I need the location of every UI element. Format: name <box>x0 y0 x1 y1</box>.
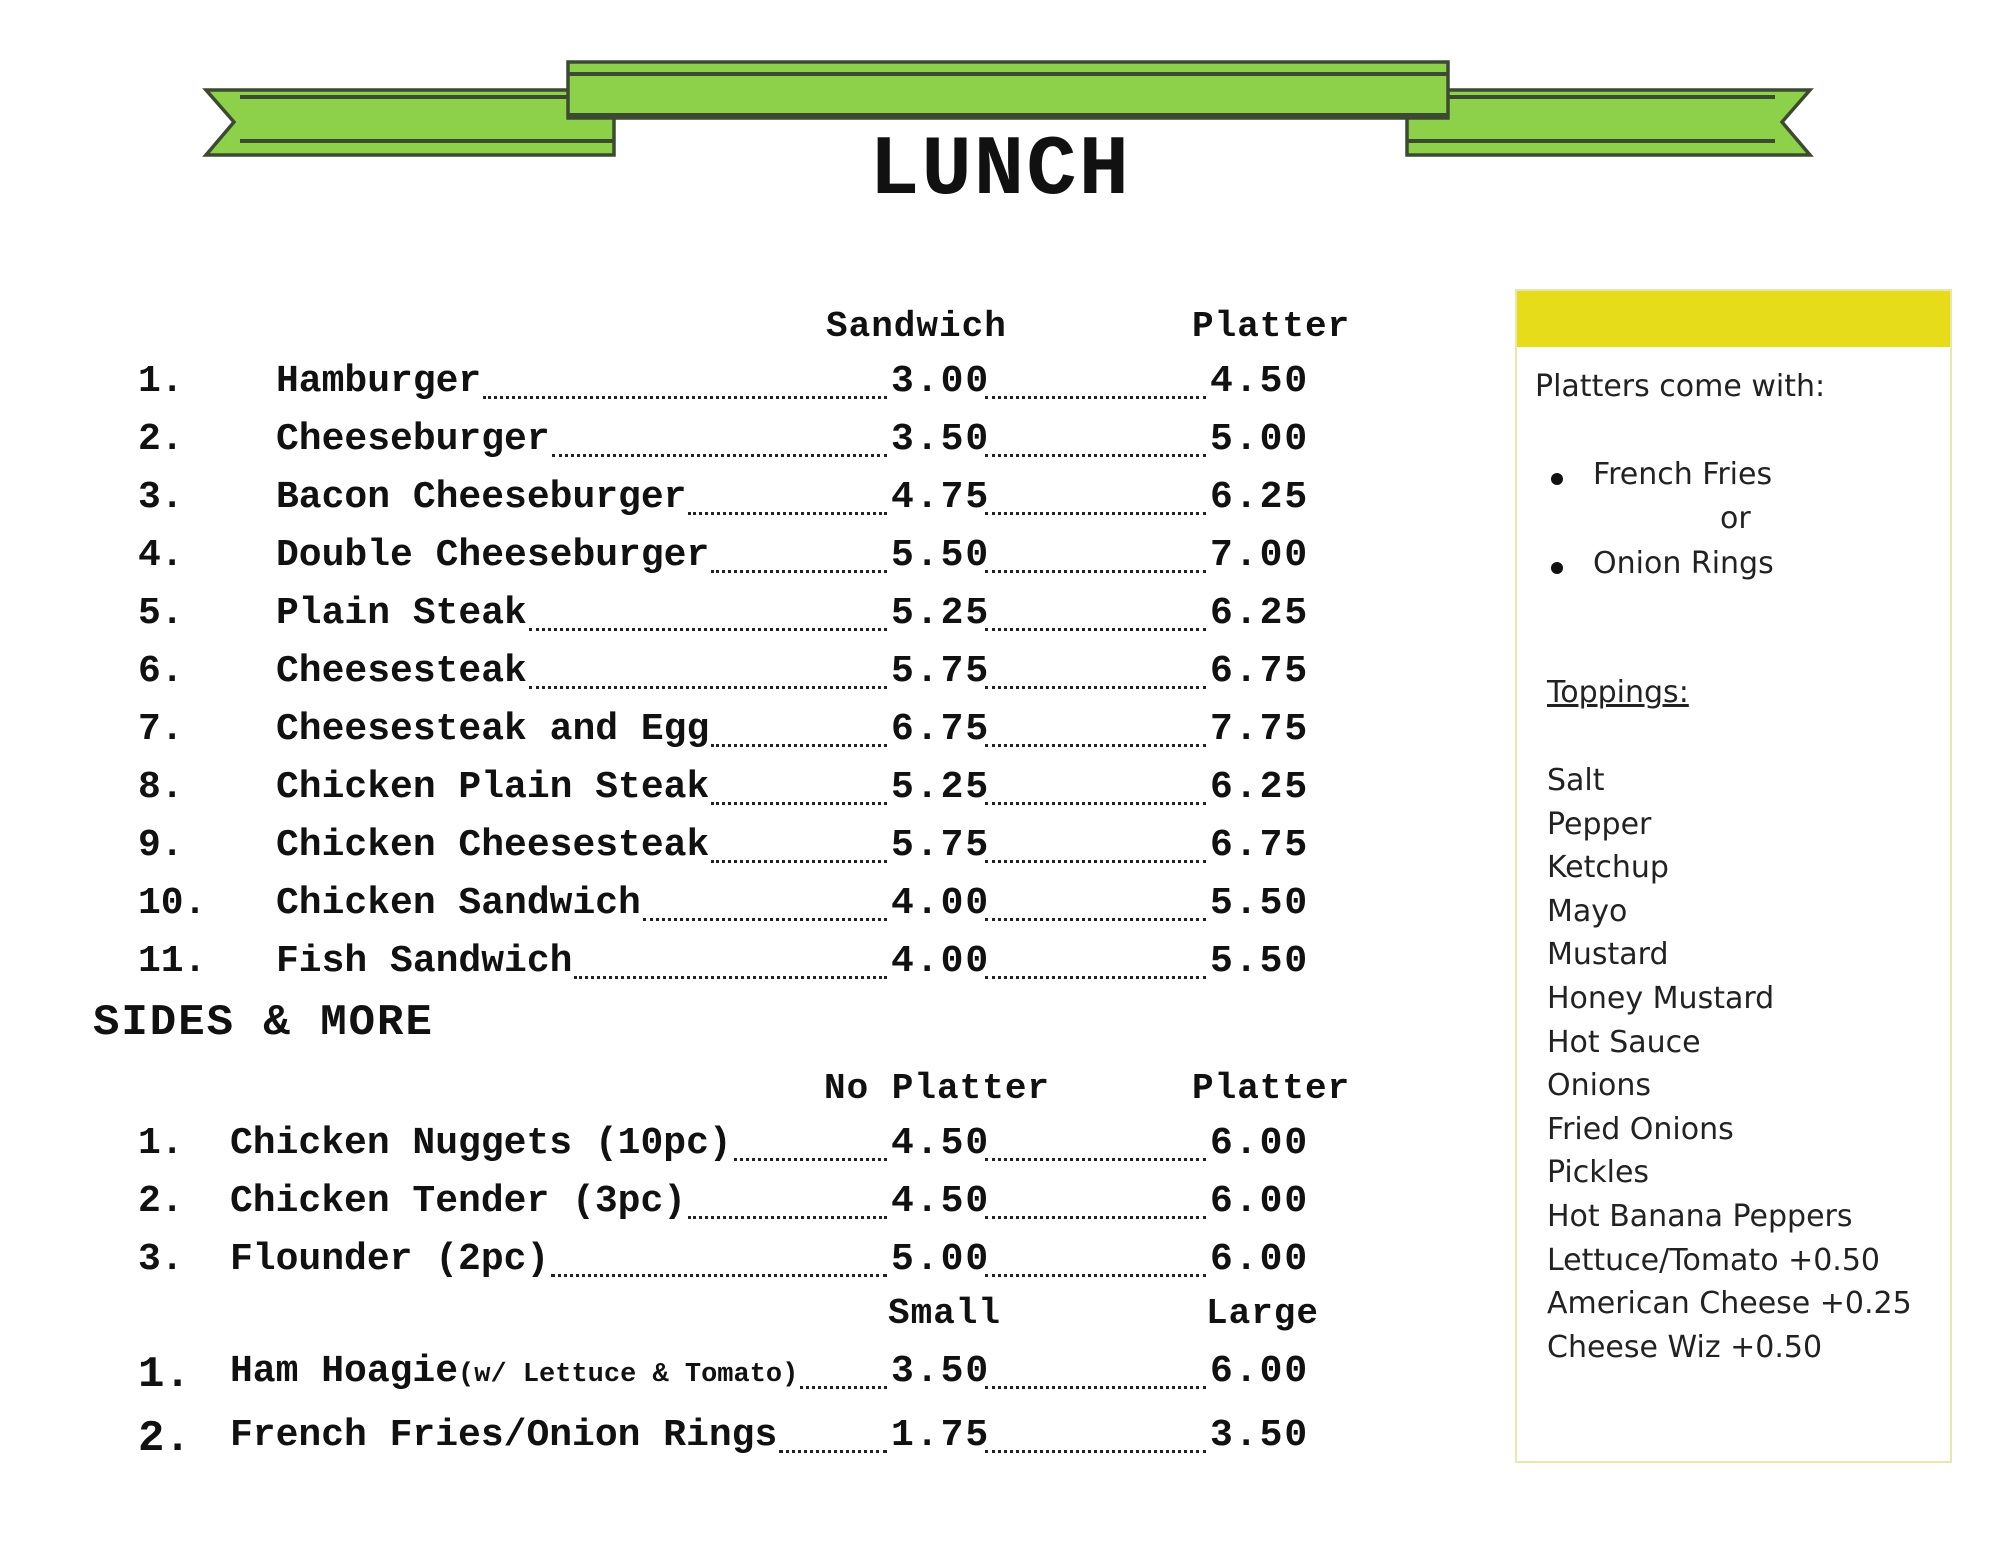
dot-leader <box>734 1158 887 1161</box>
dot-leader <box>985 744 1206 747</box>
dot-leader <box>551 1274 887 1277</box>
dot-leader <box>985 1274 1206 1277</box>
item-name-text: Chicken Tender (3pc) <box>230 1180 687 1223</box>
dot-leader <box>985 1158 1206 1161</box>
no-platter-price: 4.50 <box>891 1180 991 1223</box>
sandwich-price: 4.00 <box>891 882 991 925</box>
sandwich-price: 5.75 <box>891 824 991 867</box>
lunch-item-row <box>0 418 1400 470</box>
dot-leader <box>985 976 1206 979</box>
option-onion-rings: Onion Rings <box>1593 546 1774 581</box>
item-name-text: Flounder (2pc) <box>230 1238 550 1281</box>
topping-item: Onions <box>1547 1068 1651 1104</box>
item-name <box>276 940 572 983</box>
dot-leader <box>985 686 1206 689</box>
item-number: 11. <box>138 940 207 983</box>
dot-leader <box>985 802 1206 805</box>
item-number: 1. <box>138 360 184 403</box>
item-number: 7. <box>138 708 184 751</box>
dot-leader <box>483 396 887 399</box>
platters-intro: Platters come with: <box>1535 369 1826 404</box>
item-name-text: Hamburger <box>276 360 482 403</box>
sides-item-row <box>0 1122 1400 1174</box>
platter-toppings-sidebar <box>1515 289 1952 1463</box>
dot-leader <box>643 918 887 921</box>
item-name <box>276 882 641 925</box>
item-name-text: Chicken Sandwich <box>276 882 641 925</box>
topping-item: Salt <box>1547 763 1605 798</box>
item-name <box>230 1122 732 1165</box>
sandwich-price: 4.00 <box>891 940 991 983</box>
option-french-fries: French Fries <box>1593 457 1773 492</box>
sides-item-row <box>0 1180 1400 1232</box>
topping-item: Pickles <box>1547 1155 1650 1191</box>
column-header-platter: Platter <box>1192 306 1351 347</box>
dot-leader <box>985 628 1206 631</box>
item-name-text: Plain Steak <box>276 592 527 635</box>
platter-price: 5.00 <box>1210 418 1310 461</box>
lunch-item-row <box>0 708 1400 760</box>
dot-leader <box>985 570 1206 573</box>
bullet-icon <box>1551 562 1563 574</box>
large-price: 3.50 <box>1210 1414 1310 1457</box>
platter-price: 7.75 <box>1210 708 1310 751</box>
item-name-text: Chicken Cheesesteak <box>276 824 710 867</box>
topping-item: Hot Sauce <box>1547 1024 1701 1060</box>
platter-price: 6.75 <box>1210 650 1310 693</box>
lunch-item-row <box>0 824 1400 876</box>
dot-leader <box>985 1216 1206 1219</box>
sandwich-price: 5.50 <box>891 534 991 577</box>
item-number: 2. <box>138 1414 191 1464</box>
dot-leader <box>985 454 1206 457</box>
item-name <box>276 708 709 751</box>
lunch-item-row <box>0 360 1400 412</box>
sandwich-price: 5.75 <box>891 650 991 693</box>
topping-item: Ketchup <box>1547 850 1669 886</box>
topping-item: Mustard <box>1547 937 1669 973</box>
dot-leader <box>711 570 887 573</box>
item-number: 3. <box>138 1238 184 1281</box>
lunch-item-row <box>0 534 1400 586</box>
sides-platter-price: 6.00 <box>1210 1180 1310 1223</box>
sandwich-price: 4.75 <box>891 476 991 519</box>
topping-item: Hot Banana Peppers <box>1547 1199 1853 1234</box>
item-name <box>276 418 550 461</box>
item-number: 1. <box>138 1122 184 1165</box>
item-note: (w/ Lettuce & Tomato) <box>458 1360 799 1390</box>
platter-price: 5.50 <box>1210 882 1310 925</box>
item-number: 3. <box>138 476 184 519</box>
sandwich-price: 5.25 <box>891 766 991 809</box>
item-name-text: Fish Sandwich <box>276 940 573 983</box>
item-number: 2. <box>138 1180 184 1223</box>
lunch-item-row <box>0 766 1400 818</box>
sides-item-row <box>0 1238 1400 1290</box>
sides-platter-price: 6.00 <box>1210 1122 1310 1165</box>
dot-leader <box>688 512 887 515</box>
item-name-text: Cheeseburger <box>276 418 550 461</box>
dot-leader <box>779 1450 887 1453</box>
sides-platter-price: 6.00 <box>1210 1238 1310 1281</box>
sandwich-price: 3.00 <box>891 360 991 403</box>
platter-price: 6.25 <box>1210 592 1310 635</box>
lunch-item-row <box>0 940 1400 992</box>
platter-price: 6.25 <box>1210 476 1310 519</box>
item-number: 2. <box>138 418 184 461</box>
no-platter-price: 4.50 <box>891 1122 991 1165</box>
dot-leader <box>574 976 887 979</box>
item-name <box>276 476 686 519</box>
dot-leader <box>985 860 1206 863</box>
column-header-large: Large <box>1206 1293 1320 1334</box>
column-header-sandwich: Sandwich <box>826 306 1007 347</box>
dot-leader <box>529 686 887 689</box>
item-name-text: Ham Hoagie <box>230 1350 459 1393</box>
topping-item: Mayo <box>1547 893 1628 929</box>
item-name-text: Cheesesteak and Egg <box>276 708 710 751</box>
item-number: 8. <box>138 766 184 809</box>
lunch-item-row <box>0 882 1400 934</box>
dot-leader <box>985 396 1206 399</box>
item-name <box>276 534 709 577</box>
item-number: 4. <box>138 534 184 577</box>
column-header-small: Small <box>888 1293 1002 1334</box>
item-name <box>230 1180 686 1223</box>
item-number: 6. <box>138 650 184 693</box>
sidebar-header-bar <box>1517 291 1950 347</box>
item-name <box>230 1238 549 1281</box>
topping-item: Pepper <box>1547 806 1652 842</box>
lunch-item-row <box>0 476 1400 528</box>
platter-price: 4.50 <box>1210 360 1310 403</box>
column-header-no-platter: No Platter <box>824 1068 1051 1109</box>
platter-price: 7.00 <box>1210 534 1310 577</box>
sized-item-row <box>0 1350 1400 1402</box>
topping-item: Lettuce/Tomato +0.50 <box>1547 1242 1881 1278</box>
option-or: or <box>1720 501 1751 536</box>
item-name-text: Chicken Nuggets (10pc) <box>230 1122 732 1165</box>
item-name-text: French Fries/Onion Rings <box>230 1414 778 1457</box>
dot-leader <box>552 454 887 457</box>
topping-item: American Cheese +0.25 <box>1547 1286 1912 1322</box>
sandwich-price: 5.25 <box>891 592 991 635</box>
dot-leader <box>711 802 887 805</box>
sized-item-row <box>0 1414 1400 1466</box>
item-number: 10. <box>138 882 207 925</box>
small-price: 3.50 <box>891 1350 991 1393</box>
page-title: LUNCH <box>868 124 1132 219</box>
ribbon-center <box>568 62 1448 118</box>
dot-leader <box>800 1386 887 1389</box>
sandwich-price: 3.50 <box>891 418 991 461</box>
column-header-sides-platter: Platter <box>1192 1068 1351 1109</box>
item-name <box>276 592 527 635</box>
topping-item: Cheese Wiz +0.50 <box>1547 1329 1823 1365</box>
platter-price: 6.25 <box>1210 766 1310 809</box>
item-name <box>276 824 709 867</box>
dot-leader <box>985 1450 1206 1453</box>
small-price: 1.75 <box>891 1414 991 1457</box>
bullet-icon <box>1551 473 1563 485</box>
item-name <box>230 1350 798 1393</box>
item-number: 1. <box>138 1350 191 1400</box>
item-name-text: Chicken Plain Steak <box>276 766 710 809</box>
item-name <box>276 766 709 809</box>
platter-price: 5.50 <box>1210 940 1310 983</box>
sandwich-price: 6.75 <box>891 708 991 751</box>
dot-leader <box>985 918 1206 921</box>
dot-leader <box>711 744 887 747</box>
item-name-text: Cheesesteak <box>276 650 527 693</box>
lunch-item-row <box>0 592 1400 644</box>
item-name <box>276 360 481 403</box>
item-name <box>230 1414 777 1457</box>
no-platter-price: 5.00 <box>891 1238 991 1281</box>
large-price: 6.00 <box>1210 1350 1310 1393</box>
section-title-sides: SIDES & MORE <box>93 998 434 1048</box>
item-number: 5. <box>138 592 184 635</box>
dot-leader <box>529 628 887 631</box>
lunch-item-row <box>0 650 1400 702</box>
item-name-text: Bacon Cheeseburger <box>276 476 687 519</box>
dot-leader <box>688 1216 887 1219</box>
item-name-text: Double Cheeseburger <box>276 534 710 577</box>
topping-item: Fried Onions <box>1547 1111 1734 1147</box>
dot-leader <box>711 860 887 863</box>
item-name <box>276 650 527 693</box>
topping-item: Honey Mustard <box>1547 981 1775 1016</box>
platter-price: 6.75 <box>1210 824 1310 867</box>
item-number: 9. <box>138 824 184 867</box>
toppings-heading: Toppings: <box>1547 675 1689 710</box>
dot-leader <box>985 1386 1206 1389</box>
dot-leader <box>985 512 1206 515</box>
